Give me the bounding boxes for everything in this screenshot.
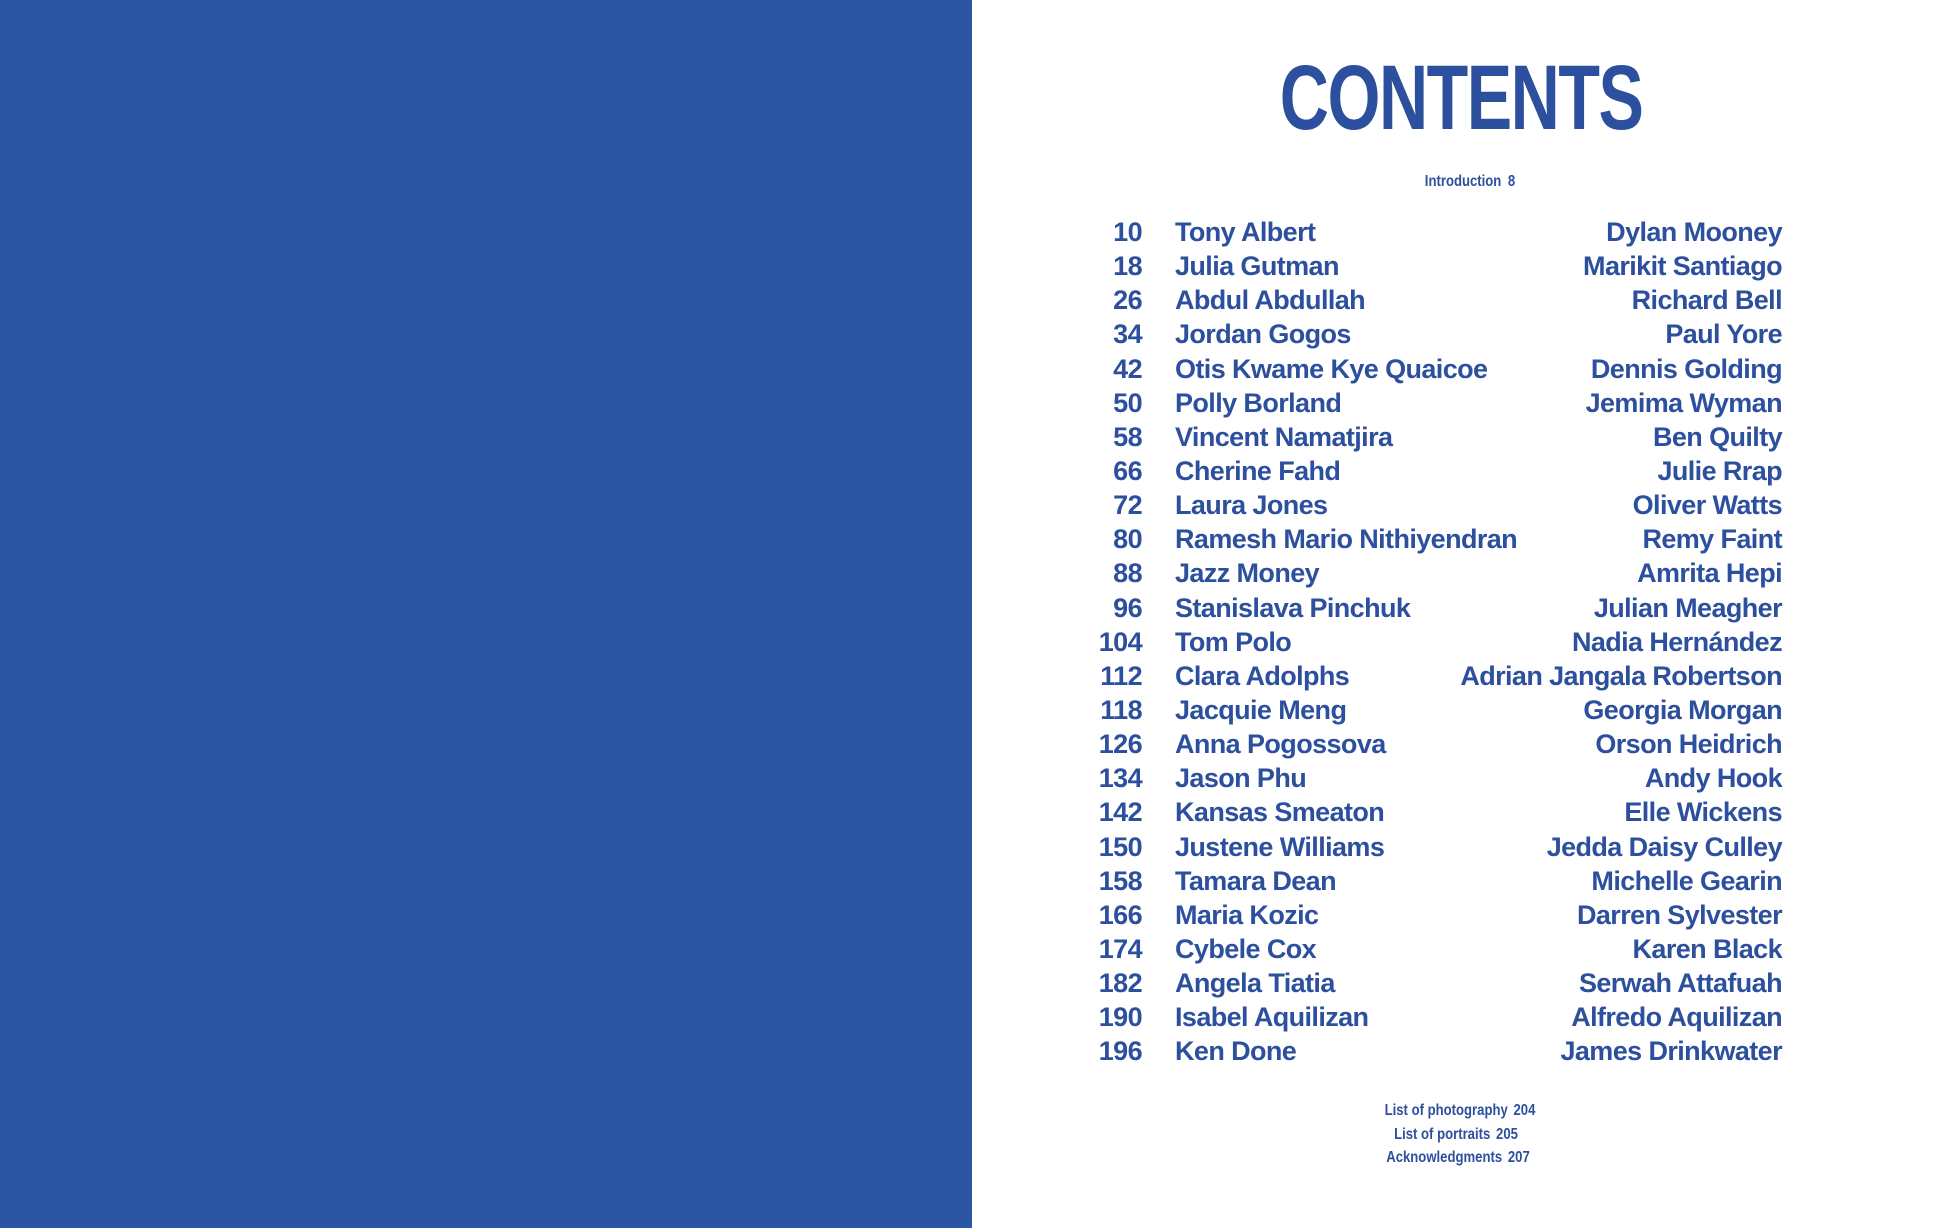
entry-photographer-name: James Drinkwater — [1560, 1036, 1782, 1067]
contents-row — [1072, 729, 1782, 763]
entry-page-number: 66 — [1113, 455, 1142, 486]
contents-row — [1072, 866, 1782, 900]
entry-page-number: 196 — [1098, 1036, 1142, 1067]
contents-list — [1072, 217, 1782, 1071]
entry-artist-name: Jazz Money — [1175, 558, 1320, 589]
entry-photographer-name: Michelle Gearin — [1591, 865, 1782, 896]
entry-artist-name: Anna Pogossova — [1175, 729, 1386, 760]
entry-artist-name: Jacquie Meng — [1175, 694, 1347, 725]
entry-artist-name: Jordan Gogos — [1175, 319, 1351, 350]
entry-page-number: 118 — [1100, 694, 1142, 725]
contents-row — [1072, 1036, 1782, 1070]
entry-photographer-name: Alfredo Aquilizan — [1571, 1002, 1782, 1033]
contents-row — [1072, 558, 1782, 592]
entry-artist-name: Justene Williams — [1175, 831, 1385, 862]
entry-page-number: 126 — [1098, 729, 1142, 760]
entry-artist-name: Abdul Abdullah — [1175, 285, 1366, 316]
entry-photographer-name: Nadia Hernández — [1571, 626, 1782, 657]
entry-photographer-name: Elle Wickens — [1624, 797, 1782, 828]
entry-artist-name: Tony Albert — [1175, 217, 1316, 247]
back-matter-label: Acknowledgments — [1386, 1149, 1503, 1166]
entry-photographer-name: Ben Quilty — [1652, 421, 1782, 452]
entry-page-number: 58 — [1113, 421, 1142, 452]
entry-page-number: 150 — [1098, 831, 1142, 862]
contents-page — [972, 0, 1946, 1228]
contents-row — [1072, 217, 1782, 251]
entry-page-number: 158 — [1098, 865, 1142, 896]
entry-photographer-name: Orson Heidrich — [1595, 729, 1782, 760]
contents-row — [1072, 661, 1782, 695]
entry-artist-name: Tom Polo — [1175, 626, 1292, 657]
contents-row — [1072, 388, 1782, 422]
back-matter-item — [1059, 1146, 1858, 1170]
entry-photographer-name: Karen Black — [1632, 933, 1782, 964]
entry-photographer-name: Paul Yore — [1665, 319, 1782, 350]
introduction-entry — [1071, 173, 1870, 191]
entry-page-number: 34 — [1113, 319, 1142, 350]
contents-row — [1072, 763, 1782, 797]
back-matter-item — [1061, 1099, 1860, 1123]
entry-artist-name: Otis Kwame Kye Quaicoe — [1175, 353, 1488, 384]
entry-artist-name: Isabel Aquilizan — [1175, 1002, 1369, 1033]
back-matter-page-number: 204 — [1513, 1102, 1536, 1119]
contents-row — [1072, 490, 1782, 524]
contents-row — [1072, 354, 1782, 388]
entry-artist-name: Julia Gutman — [1175, 251, 1339, 282]
left-page-blue-panel — [0, 0, 972, 1228]
entry-photographer-name: Adrian Jangala Robertson — [1460, 660, 1782, 691]
contents-row — [1072, 319, 1782, 353]
entry-artist-name: Kansas Smeaton — [1175, 797, 1385, 828]
entry-page-number: 18 — [1113, 251, 1142, 282]
entry-artist-name: Jason Phu — [1175, 763, 1307, 794]
contents-row — [1072, 1002, 1782, 1036]
entry-photographer-name: Dylan Mooney — [1606, 217, 1782, 247]
entry-photographer-name: Oliver Watts — [1632, 490, 1782, 521]
entry-photographer-name: Darren Sylvester — [1576, 899, 1782, 930]
entry-page-number: 182 — [1098, 968, 1142, 999]
contents-row — [1072, 968, 1782, 1002]
contents-row — [1072, 900, 1782, 934]
entry-page-number: 190 — [1098, 1002, 1142, 1033]
back-matter-page-number: 205 — [1496, 1125, 1518, 1143]
entry-page-number: 50 — [1113, 387, 1142, 418]
entry-photographer-name: Richard Bell — [1631, 285, 1782, 316]
contents-row — [1072, 422, 1782, 456]
back-matter-list — [972, 1099, 1946, 1170]
entry-photographer-name: Dennis Golding — [1590, 353, 1782, 384]
entry-artist-name: Polly Borland — [1175, 387, 1342, 418]
entry-page-number: 10 — [1113, 217, 1142, 247]
entry-artist-name: Clara Adolphs — [1175, 660, 1350, 691]
contents-row — [1072, 593, 1782, 627]
entry-artist-name: Cherine Fahd — [1175, 455, 1341, 486]
entry-page-number: 42 — [1113, 353, 1142, 384]
entry-photographer-name: Remy Faint — [1642, 524, 1782, 555]
entry-artist-name: Vincent Namatjira — [1175, 421, 1393, 452]
contents-row — [1072, 285, 1782, 319]
entry-page-number: 72 — [1113, 490, 1142, 521]
back-matter-page-number: 207 — [1507, 1149, 1530, 1166]
entry-page-number: 142 — [1098, 797, 1142, 828]
contents-row — [1072, 695, 1782, 729]
back-matter-item — [1057, 1123, 1856, 1147]
contents-row — [1072, 627, 1782, 661]
entry-photographer-name: Amrita Hepi — [1637, 558, 1782, 589]
entry-artist-name: Tamara Dean — [1175, 865, 1336, 896]
entry-artist-name: Ramesh Mario Nithiyendran — [1175, 524, 1518, 555]
contents-row — [1072, 934, 1782, 968]
entry-page-number: 26 — [1113, 285, 1142, 316]
contents-row — [1072, 797, 1782, 831]
entry-photographer-name: Jedda Daisy Culley — [1546, 831, 1782, 862]
contents-row — [1072, 251, 1782, 285]
introduction-page-number: 8 — [1507, 173, 1516, 190]
back-matter-label: List of portraits — [1394, 1125, 1491, 1143]
entry-page-number: 112 — [1100, 660, 1142, 691]
back-matter-label: List of photography — [1384, 1102, 1508, 1119]
entry-photographer-name: Julie Rrap — [1657, 455, 1782, 486]
entry-page-number: 80 — [1113, 524, 1142, 555]
entry-photographer-name: Marikit Santiago — [1583, 251, 1782, 282]
entry-page-number: 96 — [1113, 592, 1142, 623]
entry-artist-name: Cybele Cox — [1175, 933, 1317, 964]
entry-artist-name: Maria Kozic — [1175, 899, 1319, 930]
entry-page-number: 166 — [1098, 899, 1142, 930]
entry-photographer-name: Julian Meagher — [1593, 592, 1782, 623]
entry-page-number: 134 — [1098, 763, 1142, 794]
entry-photographer-name: Andy Hook — [1644, 763, 1782, 794]
introduction-label: Introduction — [1424, 173, 1502, 190]
entry-photographer-name: Georgia Morgan — [1583, 694, 1782, 725]
entry-page-number: 88 — [1113, 558, 1142, 589]
entry-page-number: 104 — [1098, 626, 1142, 657]
entry-photographer-name: Serwah Attafuah — [1578, 968, 1782, 999]
entry-page-number: 174 — [1098, 933, 1142, 964]
entry-artist-name: Angela Tiatia — [1175, 968, 1335, 999]
contents-row — [1072, 524, 1782, 558]
entry-artist-name: Laura Jones — [1175, 490, 1328, 521]
contents-row — [1072, 456, 1782, 490]
entry-artist-name: Stanislava Pinchuk — [1175, 592, 1411, 623]
page-title: CONTENTS — [1279, 47, 1643, 149]
entry-artist-name: Ken Done — [1175, 1036, 1297, 1067]
entry-photographer-name: Jemima Wyman — [1585, 387, 1782, 418]
contents-row — [1072, 832, 1782, 866]
